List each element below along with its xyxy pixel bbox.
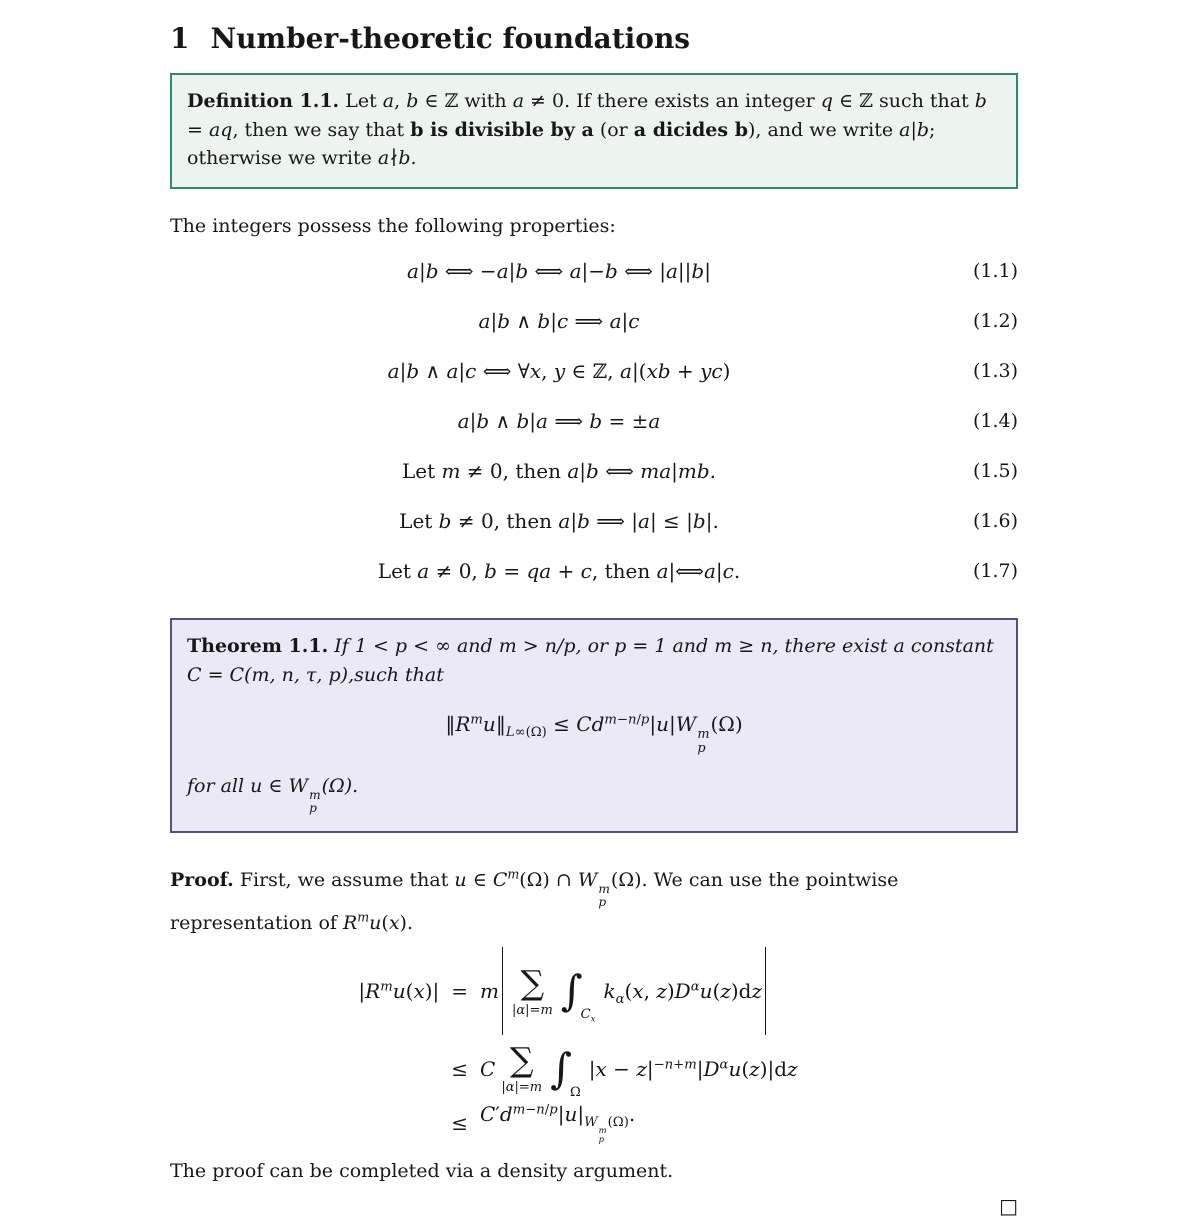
proof-paragraph <box>170 867 1018 937</box>
coefficient: C <box>480 1056 496 1081</box>
proof-eq-lhs: $|R^mu(x)|$ <box>358 979 440 1004</box>
proof-eq-relation: ≤ <box>451 1111 469 1136</box>
equation-tag: (1.5) <box>972 460 1018 483</box>
definition-box <box>170 73 1018 189</box>
sum-limit: |α|=m <box>512 1002 553 1018</box>
equation-row-4 <box>170 396 1018 446</box>
sum-operator <box>501 1040 543 1096</box>
equation-tag: (1.2) <box>972 310 1018 333</box>
integral-operator <box>560 966 598 1026</box>
equation-math: Let m ≠ 0, then a|b ⟺ ma|mb. <box>401 459 717 484</box>
equation-tag: (1.3) <box>972 360 1018 383</box>
section-number: 1 <box>170 22 190 55</box>
equation-math: a|b ∧ b|c ⟹ a|c <box>478 309 640 334</box>
integral-subscript: Cx <box>580 1007 596 1026</box>
qed-row <box>170 1194 1018 1218</box>
integrand: $|x - z|^{-n+m}|D^\alpha u(z)|dz$ <box>588 1056 798 1081</box>
document-page <box>170 22 1018 1218</box>
equation-row-7 <box>170 546 1018 596</box>
section-title: Number-theoretic foundations <box>210 22 691 55</box>
equation-list <box>170 246 1018 596</box>
equation-tag: (1.1) <box>972 260 1018 283</box>
equation-math: a|b ⟺ −a|b ⟺ a|−b ⟺ |a||b| <box>407 259 711 284</box>
equation-row-2 <box>170 296 1018 346</box>
equation-row-5 <box>170 446 1018 496</box>
theorem-display-equation: $‖R^mu‖_{L\infty(\Omega)} \le Cd^{m-n/p}|u|W$ m p (Ω) <box>445 712 743 757</box>
equation-tag: (1.7) <box>972 560 1018 583</box>
integral-subscript: Ω <box>570 1084 581 1100</box>
proof-eq-relation: = <box>451 979 469 1004</box>
proof-label: Proof. <box>170 869 234 892</box>
integral-symbol: ∫ <box>560 966 583 1016</box>
equation-row-1 <box>170 246 1018 296</box>
integrand: $k_\alpha(x$, $z)D^\alpha u(z)dz$ <box>603 979 763 1008</box>
proof-eq-relation: ≤ <box>451 1056 469 1081</box>
definition-body: Let a, b ∈ ℤ with a ≠ 0. If there exists an integer q ∈ ℤ such that b = aq, then we say that b is divisible by a (or a dicides b), and we write a|b; otherwise we write a∤b. <box>187 90 987 169</box>
intro-paragraph: The integers possess the following properties: <box>170 214 616 237</box>
integral-symbol: ∫ <box>550 1043 573 1093</box>
proof-display-equations <box>154 947 1002 1144</box>
integral-operator <box>550 1043 583 1100</box>
sum-operator <box>512 963 553 1018</box>
theorem-label: Theorem 1.1. <box>187 635 329 658</box>
theorem-box <box>170 618 1018 833</box>
proof-eq-rhs <box>480 1040 798 1100</box>
equation-math: Let a ≠ 0, b = qa + c, then a|⟺a|c. <box>377 559 741 584</box>
sum-limit: |α|=m <box>501 1080 543 1096</box>
sum-symbol: ∑ <box>520 963 545 1003</box>
section-heading <box>170 22 1018 56</box>
equation-row-6 <box>170 496 1018 546</box>
coefficient: m <box>480 979 499 1004</box>
final-bound-expression: $C'd^{m-n/p}|u|_{W m p (\Omega)}$. <box>480 1102 636 1145</box>
equation-tag: (1.4) <box>972 410 1018 433</box>
proof-body: First, we assume that u ∈ $C^m(\Omega)$ ∩ W m p (Ω). We can use the pointwise representation of $R^mu(x)$. <box>170 866 899 934</box>
definition-label: Definition 1.1. <box>187 90 340 112</box>
theorem-condition: for all u ∈ W m p (Ω). <box>187 775 359 816</box>
theorem-body: If 1 < p < ∞ and m > n/p, or p = 1 and m ≥ n, there exist a constant C = C(m, n, τ, p),such that <box>187 635 994 686</box>
equation-tag: (1.6) <box>972 510 1018 533</box>
big-vertical-bar <box>502 947 503 1035</box>
big-vertical-bar <box>765 947 766 1035</box>
equation-math: a|b ∧ b|a ⟹ b = ±a <box>457 409 661 434</box>
proof-eq-rhs <box>480 1102 635 1144</box>
equation-row-3 <box>170 346 1018 396</box>
equation-math: a|b ∧ a|c ⟺ ∀x, y ∈ ℤ, a|(xb + yc) <box>387 359 731 384</box>
proof-eq-rhs <box>480 947 769 1035</box>
qed-symbol: □ <box>999 1194 1018 1218</box>
closing-paragraph: The proof can be completed via a density argument. <box>170 1160 674 1183</box>
sum-symbol: ∑ <box>509 1040 534 1080</box>
equation-math: Let b ≠ 0, then a|b ⟹ |a| ≤ |b|. <box>399 509 719 534</box>
